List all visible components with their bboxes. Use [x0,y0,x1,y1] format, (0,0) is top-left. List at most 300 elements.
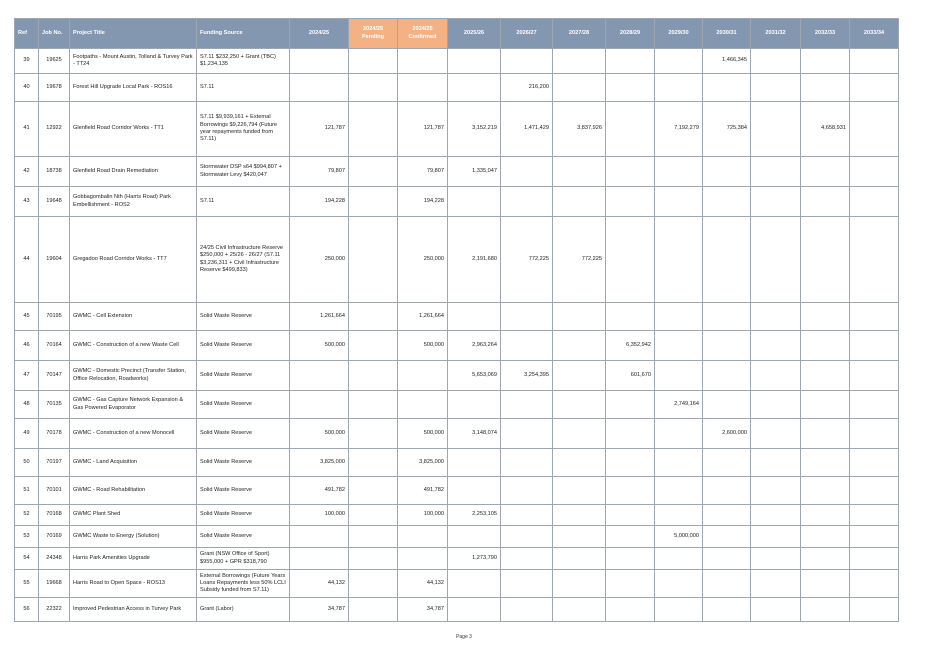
funding-source-cell: Solid Waste Reserve [197,419,290,449]
table-row [15,102,899,157]
pending-year: 2024/25 [362,26,384,33]
value-2025-26 [448,49,501,74]
value-pending [349,303,398,331]
value-2031-32 [751,49,801,74]
value-2026-27 [501,505,553,526]
table-row [15,505,899,526]
value-pending [349,449,398,477]
value-2025-26: 2,963,264 [448,331,501,361]
value-2033-34 [850,361,899,391]
value-2025-26: 1,335,047 [448,157,501,187]
project-title-cell: GWMC - Cell Extension [70,303,197,331]
value-2025-26 [448,526,501,548]
value-2029-30 [655,505,703,526]
table-header [15,19,899,49]
value-2027-28 [553,526,606,548]
value-2027-28 [553,74,606,102]
value-2032-33 [801,217,850,303]
value-2030-31 [703,449,751,477]
funding-source-cell: Solid Waste Reserve [197,449,290,477]
table-row [15,598,899,622]
funding-source-cell: Solid Waste Reserve [197,361,290,391]
project-title-cell: Footpaths - Mount Austin, Tolland & Turvey Park - TT24 [70,49,197,74]
value-2027-28 [553,419,606,449]
job-no-cell: 12922 [39,102,70,157]
value-2026-27 [501,477,553,505]
value-2029-30 [655,74,703,102]
value-confirmed: 34,787 [398,598,448,622]
value-2032-33 [801,361,850,391]
value-pending [349,419,398,449]
ref-cell: 48 [15,391,39,419]
value-2029-30 [655,419,703,449]
value-confirmed [398,361,448,391]
table-row [15,217,899,303]
ref-cell: 50 [15,449,39,477]
funding-source-cell: S7.11 [197,187,290,217]
value-2032-33 [801,505,850,526]
project-title-cell: Improved Pedestrian Access in Turvey Park [70,598,197,622]
value-2030-31: 2,600,000 [703,419,751,449]
value-2033-34 [850,303,899,331]
table-row [15,391,899,419]
value-pending [349,526,398,548]
value-confirmed: 250,000 [398,217,448,303]
col-funding-header: Funding Source [197,19,290,49]
value-2030-31 [703,217,751,303]
funding-source-cell: Grant (NSW Office of Sport) $955,000 + GPR $318,790 [197,548,290,570]
value-2027-28 [553,303,606,331]
value-2027-28 [553,391,606,419]
value-pending [349,598,398,622]
value-2031-32 [751,548,801,570]
value-2025-26: 3,152,219 [448,102,501,157]
value-2032-33 [801,598,850,622]
value-2027-28 [553,477,606,505]
funding-source-cell: Stormwater DSP s64 $994,807 + Stormwater Levy $420,047 [197,157,290,187]
value-2033-34 [850,331,899,361]
value-2028-29 [606,187,655,217]
value-2033-34 [850,157,899,187]
value-2026-27 [501,187,553,217]
value-2029-30 [655,217,703,303]
value-2028-29 [606,303,655,331]
value-confirmed: 500,000 [398,419,448,449]
ref-cell: 39 [15,49,39,74]
value-2033-34 [850,598,899,622]
table-row [15,477,899,505]
value-2028-29 [606,157,655,187]
value-2030-31 [703,391,751,419]
value-confirmed [398,526,448,548]
value-2033-34 [850,391,899,419]
value-2029-30 [655,548,703,570]
value-2024-25: 500,000 [290,419,349,449]
value-2030-31: 725,384 [703,102,751,157]
project-title-cell: GWMC - Road Rehabilitation [70,477,197,505]
value-2028-29: 6,352,942 [606,331,655,361]
ref-cell: 52 [15,505,39,526]
value-2029-30 [655,303,703,331]
value-2032-33 [801,187,850,217]
value-2030-31 [703,74,751,102]
col-2027-28-header: 2027/28 [553,19,606,49]
project-title-cell: GWMC Plant Shed [70,505,197,526]
value-2030-31 [703,157,751,187]
value-2031-32 [751,419,801,449]
job-no-cell: 70147 [39,361,70,391]
value-2033-34 [850,449,899,477]
ref-cell: 47 [15,361,39,391]
value-2026-27: 3,254,395 [501,361,553,391]
col-2029-30-header: 2029/30 [655,19,703,49]
project-title-cell: GWMC - Construction of a new Monocell [70,419,197,449]
value-2029-30 [655,570,703,598]
ref-cell: 44 [15,217,39,303]
value-2025-26: 5,653,069 [448,361,501,391]
funding-source-cell: S7.11 $9,939,161 + External Borrowings $9,226,794 (Future year repayments funded from S7.11) [197,102,290,157]
project-title-cell: Glenfield Road Corridor Works - TT1 [70,102,197,157]
value-2028-29 [606,548,655,570]
value-2028-29 [606,598,655,622]
value-2027-28: 3,837,926 [553,102,606,157]
value-2029-30: 2,749,164 [655,391,703,419]
value-2025-26: 2,253,105 [448,505,501,526]
value-2029-30: 5,000,000 [655,526,703,548]
value-2033-34 [850,477,899,505]
funding-source-cell: Grant (Labor) [197,598,290,622]
value-2032-33 [801,331,850,361]
table-row [15,570,899,598]
value-2024-25 [290,49,349,74]
value-2032-33 [801,526,850,548]
ref-cell: 53 [15,526,39,548]
project-title-cell: GWMC - Land Acquisition [70,449,197,477]
col-2028-29-header: 2028/29 [606,19,655,49]
value-2029-30 [655,331,703,361]
value-2028-29 [606,391,655,419]
ref-cell: 40 [15,74,39,102]
job-no-cell: 18738 [39,157,70,187]
value-2030-31 [703,303,751,331]
value-2025-26 [448,570,501,598]
value-2028-29: 601,670 [606,361,655,391]
value-2024-25: 500,000 [290,331,349,361]
value-2032-33 [801,548,850,570]
capital-works-table [14,18,899,622]
value-confirmed: 1,261,664 [398,303,448,331]
funding-source-cell: Solid Waste Reserve [197,526,290,548]
value-confirmed [398,548,448,570]
value-2029-30 [655,157,703,187]
value-2028-29 [606,526,655,548]
value-2025-26: 3,148,074 [448,419,501,449]
value-confirmed: 3,825,000 [398,449,448,477]
value-pending [349,157,398,187]
table-body [15,49,899,622]
job-no-cell: 70197 [39,449,70,477]
value-2032-33 [801,419,850,449]
project-title-cell: Forest Hill Upgrade Local Park - ROS16 [70,74,197,102]
confirmed-label: Confirmed [408,33,437,40]
value-2033-34 [850,187,899,217]
value-pending [349,187,398,217]
value-pending [349,477,398,505]
value-2028-29 [606,74,655,102]
funding-source-cell: Solid Waste Reserve [197,303,290,331]
value-2026-27: 1,471,429 [501,102,553,157]
value-2032-33 [801,74,850,102]
value-pending [349,102,398,157]
value-2031-32 [751,74,801,102]
value-2030-31 [703,570,751,598]
table-row [15,187,899,217]
value-2033-34 [850,548,899,570]
value-2031-32 [751,102,801,157]
ref-cell: 55 [15,570,39,598]
value-2031-32 [751,570,801,598]
value-2024-25 [290,548,349,570]
value-2030-31 [703,361,751,391]
col-job-header: Job No. [39,19,70,49]
col-ref-header: Ref [15,19,39,49]
value-confirmed [398,74,448,102]
col-2031-32-header: 2031/32 [751,19,801,49]
table-row [15,449,899,477]
job-no-cell: 70164 [39,331,70,361]
value-2026-27 [501,157,553,187]
ref-cell: 42 [15,157,39,187]
value-2024-25: 100,000 [290,505,349,526]
job-no-cell: 70101 [39,477,70,505]
value-2031-32 [751,391,801,419]
pending-label: Pending [361,33,385,40]
value-2030-31 [703,548,751,570]
ref-cell: 46 [15,331,39,361]
value-2024-25: 250,000 [290,217,349,303]
value-2031-32 [751,526,801,548]
value-2024-25: 1,261,664 [290,303,349,331]
value-pending [349,331,398,361]
value-2024-25 [290,526,349,548]
value-2033-34 [850,217,899,303]
value-confirmed: 194,228 [398,187,448,217]
col-2033-34-header: 2033/34 [850,19,899,49]
value-2032-33 [801,49,850,74]
value-2032-33 [801,391,850,419]
table-row [15,526,899,548]
value-2033-34 [850,49,899,74]
value-2030-31 [703,187,751,217]
job-no-cell: 70178 [39,419,70,449]
value-2033-34 [850,74,899,102]
value-2031-32 [751,303,801,331]
value-2033-34 [850,419,899,449]
value-2026-27 [501,598,553,622]
value-2026-27 [501,449,553,477]
value-2032-33 [801,157,850,187]
funding-source-cell: Solid Waste Reserve [197,477,290,505]
project-title-cell: Gregadoo Road Corridor Works - TT7 [70,217,197,303]
value-2031-32 [751,449,801,477]
value-2031-32 [751,187,801,217]
value-2026-27: 772,225 [501,217,553,303]
value-2029-30 [655,477,703,505]
col-2025-26-header: 2025/26 [448,19,501,49]
ref-cell: 51 [15,477,39,505]
value-2024-25 [290,74,349,102]
job-no-cell: 19668 [39,570,70,598]
value-2026-27 [501,49,553,74]
value-2027-28 [553,505,606,526]
job-no-cell: 19604 [39,217,70,303]
value-pending [349,548,398,570]
value-2030-31 [703,505,751,526]
value-2025-26 [448,449,501,477]
value-2031-32 [751,331,801,361]
value-2031-32 [751,361,801,391]
value-2024-25: 44,132 [290,570,349,598]
header-row [15,19,899,49]
col-2026-27-header: 2026/27 [501,19,553,49]
value-2026-27 [501,548,553,570]
value-2025-26: 2,191,680 [448,217,501,303]
value-2027-28 [553,570,606,598]
table-row [15,419,899,449]
value-2026-27 [501,419,553,449]
col-title-header: Project Title [70,19,197,49]
value-2024-25 [290,361,349,391]
value-pending [349,361,398,391]
value-2028-29 [606,570,655,598]
value-2033-34 [850,102,899,157]
value-2027-28 [553,449,606,477]
job-no-cell: 19625 [39,49,70,74]
ref-cell: 41 [15,102,39,157]
value-2028-29 [606,217,655,303]
table-row [15,49,899,74]
value-2028-29 [606,449,655,477]
value-2030-31 [703,598,751,622]
value-2024-25: 121,787 [290,102,349,157]
funding-source-cell: Solid Waste Reserve [197,331,290,361]
value-2030-31: 1,466,345 [703,49,751,74]
job-no-cell: 22322 [39,598,70,622]
value-2032-33 [801,570,850,598]
value-2032-33 [801,477,850,505]
value-2033-34 [850,526,899,548]
value-pending [349,74,398,102]
table-row [15,303,899,331]
project-title-cell: GWMC - Domestic Precinct (Transfer Station, Office Relocation, Roadworks) [70,361,197,391]
value-confirmed: 491,782 [398,477,448,505]
value-2032-33: 4,658,931 [801,102,850,157]
value-2031-32 [751,157,801,187]
project-title-cell: GWMC Waste to Energy (Solution) [70,526,197,548]
value-pending [349,217,398,303]
value-pending [349,49,398,74]
value-confirmed: 79,807 [398,157,448,187]
value-2030-31 [703,331,751,361]
col-2030-31-header: 2030/31 [703,19,751,49]
value-2028-29 [606,419,655,449]
value-2026-27 [501,303,553,331]
job-no-cell: 24348 [39,548,70,570]
value-confirmed [398,391,448,419]
value-2027-28: 772,225 [553,217,606,303]
value-2025-26 [448,477,501,505]
value-2026-27 [501,331,553,361]
col-2032-33-header: 2032/33 [801,19,850,49]
funding-source-cell: 24/25 Civil Infrastructure Reserve $250,000 + 25/26 - 26/27 (S7.11 $3,236,311 + Civil Infrastructure Reserve $499,833) [197,217,290,303]
funding-source-cell: S7.11 [197,74,290,102]
value-2026-27 [501,526,553,548]
value-2024-25: 3,825,000 [290,449,349,477]
value-2029-30 [655,449,703,477]
table-row [15,74,899,102]
value-2024-25: 491,782 [290,477,349,505]
table-row [15,548,899,570]
ref-cell: 54 [15,548,39,570]
value-confirmed [398,49,448,74]
value-2025-26 [448,187,501,217]
funding-source-cell: Solid Waste Reserve [197,391,290,419]
value-confirmed: 44,132 [398,570,448,598]
value-2026-27 [501,391,553,419]
value-pending [349,505,398,526]
table-row [15,331,899,361]
value-2028-29 [606,49,655,74]
value-2025-26 [448,391,501,419]
value-2031-32 [751,505,801,526]
col-confirmed-header [398,19,448,49]
value-2025-26 [448,303,501,331]
value-2026-27 [501,570,553,598]
col-pending-header [349,19,398,49]
value-2027-28 [553,157,606,187]
value-2025-26 [448,598,501,622]
value-2027-28 [553,187,606,217]
ref-cell: 45 [15,303,39,331]
value-2027-28 [553,361,606,391]
value-2028-29 [606,505,655,526]
value-confirmed: 100,000 [398,505,448,526]
value-2024-25: 194,228 [290,187,349,217]
project-title-cell: Harris Road to Open Space - ROS13 [70,570,197,598]
table-row [15,157,899,187]
value-2027-28 [553,598,606,622]
value-confirmed: 121,787 [398,102,448,157]
job-no-cell: 70195 [39,303,70,331]
funding-source-cell: External Borrowings (Future Years Loans Repayments less 50% LCLI Subsidy funded from S7.11) [197,570,290,598]
value-2032-33 [801,303,850,331]
job-no-cell: 19678 [39,74,70,102]
value-pending [349,391,398,419]
col-2024-25-header: 2024/25 [290,19,349,49]
value-2026-27: 216,200 [501,74,553,102]
value-2029-30 [655,598,703,622]
funding-source-cell: S7.11 $232,250 + Grant (TBC) $1,234,135 [197,49,290,74]
job-no-cell: 70168 [39,505,70,526]
value-2029-30 [655,49,703,74]
value-2030-31 [703,526,751,548]
value-2029-30: 7,192,279 [655,102,703,157]
table-row [15,361,899,391]
value-2029-30 [655,187,703,217]
value-2025-26: 1,273,790 [448,548,501,570]
ref-cell: 49 [15,419,39,449]
value-2033-34 [850,505,899,526]
